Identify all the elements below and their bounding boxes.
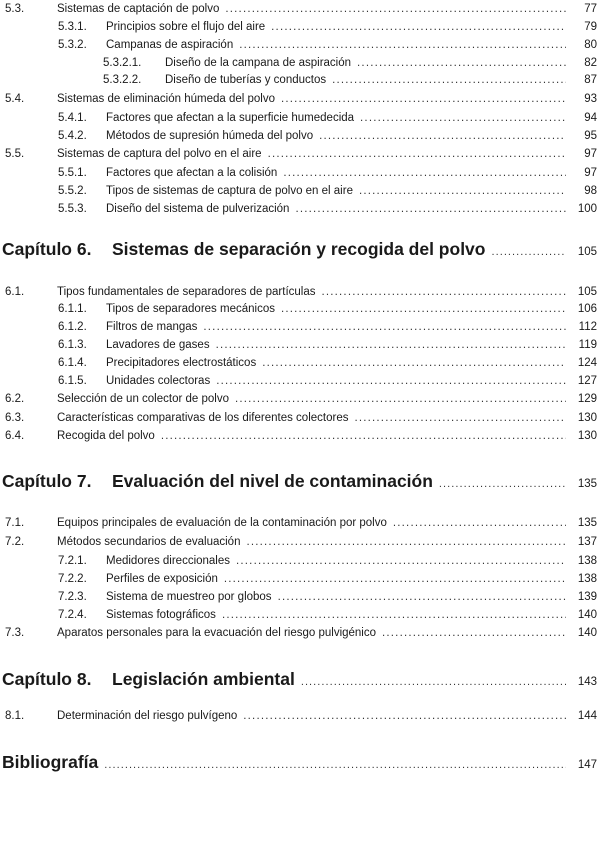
section-number: 6.1.4.: [58, 357, 87, 369]
section-number: 5.5.: [5, 148, 25, 160]
toc-entry-row[interactable]: [0, 284, 600, 300]
page-number: 105: [577, 286, 597, 298]
section-number: 5.4.: [5, 93, 25, 105]
section-title: Filtros de mangas: [106, 321, 198, 333]
section-number: 5.3.1.: [58, 21, 87, 33]
dot-leader: [203, 319, 566, 335]
section-number: 5.4.2.: [58, 130, 87, 142]
toc-entry-row[interactable]: [0, 428, 600, 444]
page-number: 129: [577, 393, 597, 405]
section-title: Precipitadores electrostáticos: [106, 357, 257, 369]
toc-chapter-row[interactable]: [0, 749, 600, 775]
page-number: 143: [577, 676, 597, 688]
page-number: 137: [577, 536, 597, 548]
section-number: 5.3.2.: [58, 39, 87, 51]
section-number: 6.2.: [5, 393, 25, 405]
section-title: Sistemas de eliminación húmeda del polvo: [57, 93, 275, 105]
section-number: Capítulo 8.: [2, 669, 92, 689]
section-number: 7.1.: [5, 517, 25, 529]
page-number: 130: [577, 430, 597, 442]
toc-entry-row[interactable]: [0, 373, 600, 389]
dot-leader: [224, 571, 566, 587]
toc-entry-row[interactable]: [0, 37, 600, 53]
page-number: 144: [577, 710, 597, 722]
toc-entry-row[interactable]: [0, 355, 600, 371]
page-number: 139: [577, 591, 597, 603]
section-title: Tipos fundamentales de separadores de partículas: [57, 286, 316, 298]
toc-entry-row[interactable]: [0, 55, 600, 71]
section-number: 5.5.1.: [58, 167, 87, 179]
toc-entry-row[interactable]: [0, 410, 600, 426]
page-number: 94: [584, 112, 597, 124]
dot-leader: [268, 146, 566, 162]
page-number: 124: [577, 357, 597, 369]
section-number: 6.1.1.: [58, 303, 87, 315]
section-number: 6.3.: [5, 412, 25, 424]
dot-leader: [222, 607, 566, 623]
section-number: 5.5.2.: [58, 185, 87, 197]
section-number: 6.1.: [5, 286, 25, 298]
section-title: Selección de un colector de polvo: [57, 393, 229, 405]
section-number: 5.3.2.1.: [103, 57, 142, 69]
dot-leader: [235, 391, 566, 407]
page-number: 135: [577, 517, 597, 529]
section-title: Factores que afectan a la colisión: [106, 167, 278, 179]
section-number: Capítulo 6.: [2, 239, 92, 259]
toc-entry-row[interactable]: [0, 19, 600, 35]
section-title: Diseño de tuberías y conductos: [165, 74, 327, 86]
page-number: 140: [577, 627, 597, 639]
section-title: Sistemas fotográficos: [106, 609, 216, 621]
dot-leader: [225, 1, 566, 17]
toc-entry-row[interactable]: [0, 301, 600, 317]
section-title: Lavadores de gases: [106, 339, 210, 351]
section-title: Tipos de separadores mecánicos: [106, 303, 275, 315]
section-title: Métodos de supresión húmeda del polvo: [106, 130, 314, 142]
dot-leader: [382, 625, 566, 641]
section-title: Sistemas de captura del polvo en el aire: [57, 148, 262, 160]
page-number: 93: [584, 93, 597, 105]
toc-entry-row[interactable]: [0, 110, 600, 126]
page-number: 140: [577, 609, 597, 621]
section-title: Evaluación del nivel de contaminación: [112, 471, 433, 491]
section-title: Principios sobre el flujo del aire: [106, 21, 266, 33]
dot-leader: [271, 19, 566, 35]
toc-entry-row[interactable]: [0, 625, 600, 641]
toc-entry-row[interactable]: [0, 708, 600, 724]
page-number: 80: [584, 39, 597, 51]
section-title: Determinación del riesgo pulvígeno: [57, 710, 238, 722]
page-number: 127: [577, 375, 597, 387]
section-number: 7.2.3.: [58, 591, 87, 603]
toc-chapter-row[interactable]: [0, 666, 600, 692]
toc-entry-row[interactable]: [0, 515, 600, 531]
page-number: 82: [584, 57, 597, 69]
toc-entry-row[interactable]: [0, 337, 600, 353]
dot-leader: [301, 669, 566, 695]
dot-leader: [393, 515, 566, 531]
toc-entry-row[interactable]: [0, 91, 600, 107]
toc-entry-row[interactable]: [0, 391, 600, 407]
section-number: 8.1.: [5, 710, 25, 722]
page-number: 147: [577, 759, 597, 771]
dot-leader: [104, 752, 566, 778]
toc-entry-row[interactable]: [0, 183, 600, 199]
page-number: 105: [577, 246, 597, 258]
section-number: 5.3.2.2.: [103, 74, 142, 86]
toc-entry-row[interactable]: [0, 165, 600, 181]
dot-leader: [216, 337, 566, 353]
section-title: Aparatos personales para la evacuación del riesgo pulvigénico: [57, 627, 377, 639]
section-title: Campanas de aspiración: [106, 39, 234, 51]
section-title: Sistemas de separación y recogida del polvo: [112, 239, 486, 259]
dot-leader: [161, 428, 566, 444]
dot-leader: [246, 534, 566, 550]
page-number: 79: [584, 21, 597, 33]
page-number: 87: [584, 74, 597, 86]
section-title: Sistema de muestreo por globos: [106, 591, 272, 603]
section-title: Unidades colectoras: [106, 375, 211, 387]
section-number: 5.3.: [5, 3, 25, 15]
section-title: Perfiles de exposición: [106, 573, 218, 585]
dot-leader: [357, 55, 566, 71]
toc-entry-row[interactable]: [0, 607, 600, 623]
dot-leader: [262, 355, 566, 371]
page-number: 138: [577, 555, 597, 567]
page-number: 95: [584, 130, 597, 142]
section-number: 6.1.2.: [58, 321, 87, 333]
section-number: 7.2.4.: [58, 609, 87, 621]
dot-leader: [491, 239, 566, 265]
section-number: 6.1.5.: [58, 375, 87, 387]
section-title: Legislación ambiental: [112, 669, 295, 689]
dot-leader: [360, 110, 566, 126]
page-number: 97: [584, 148, 597, 160]
toc-entry-row[interactable]: [0, 534, 600, 550]
dot-leader: [359, 183, 566, 199]
page-number: 100: [577, 203, 597, 215]
page-number: 135: [577, 478, 597, 490]
section-title: Medidores direccionales: [106, 555, 231, 567]
dot-leader: [243, 708, 566, 724]
page-number: 97: [584, 167, 597, 179]
toc-entry-row[interactable]: [0, 553, 600, 569]
page-number: 138: [577, 573, 597, 585]
dot-leader: [332, 72, 566, 88]
toc-entry-row[interactable]: [0, 72, 600, 88]
dot-leader: [283, 165, 566, 181]
section-number: 7.2.2.: [58, 573, 87, 585]
section-title: Características comparativas de los diferentes colectores: [57, 412, 349, 424]
toc-entry-row[interactable]: [0, 128, 600, 144]
page-number: 119: [578, 339, 597, 351]
section-title: Recogida del polvo: [57, 430, 155, 442]
section-number: Capítulo 7.: [2, 471, 92, 491]
toc-entry-row[interactable]: [0, 201, 600, 217]
section-title: Factores que afectan a la superficie humedecida: [106, 112, 355, 124]
page-number: 112: [578, 321, 597, 333]
dot-leader: [239, 37, 566, 53]
page-number: 77: [584, 3, 597, 15]
toc-entry-row[interactable]: [0, 146, 600, 162]
section-title: Métodos secundarios de evaluación: [57, 536, 241, 548]
section-number: 7.3.: [5, 627, 25, 639]
page-number: 98: [584, 185, 597, 197]
section-title: Diseño de la campana de aspiración: [165, 57, 352, 69]
toc-entry-row[interactable]: [0, 589, 600, 605]
dot-leader: [281, 301, 566, 317]
dot-leader: [216, 373, 566, 389]
section-title: Sistemas de captación de polvo: [57, 3, 220, 15]
dot-leader: [439, 471, 566, 497]
dot-leader: [278, 589, 566, 605]
page-number: 130: [577, 412, 597, 424]
section-number: 5.5.3.: [58, 203, 87, 215]
section-title: Equipos principales de evaluación de la contaminación por polvo: [57, 517, 387, 529]
dot-leader: [354, 410, 566, 426]
dot-leader: [295, 201, 566, 217]
toc-chapter-row[interactable]: [0, 236, 600, 262]
section-number: 6.4.: [5, 430, 25, 442]
dot-leader: [321, 284, 566, 300]
section-number: 7.2.: [5, 536, 25, 548]
section-title: Diseño del sistema de pulverización: [106, 203, 290, 215]
section-number: 7.2.1.: [58, 555, 87, 567]
section-number: 5.4.1.: [58, 112, 87, 124]
dot-leader: [236, 553, 566, 569]
dot-leader: [281, 91, 566, 107]
section-title: Bibliografía: [2, 752, 99, 772]
section-title: Tipos de sistemas de captura de polvo en el aire: [106, 185, 353, 197]
page-number: 106: [577, 303, 597, 315]
toc-entry-row[interactable]: [0, 1, 600, 17]
toc-entry-row[interactable]: [0, 319, 600, 335]
section-number: 6.1.3.: [58, 339, 87, 351]
toc-chapter-row[interactable]: [0, 468, 600, 494]
toc-entry-row[interactable]: [0, 571, 600, 587]
dot-leader: [319, 128, 566, 144]
